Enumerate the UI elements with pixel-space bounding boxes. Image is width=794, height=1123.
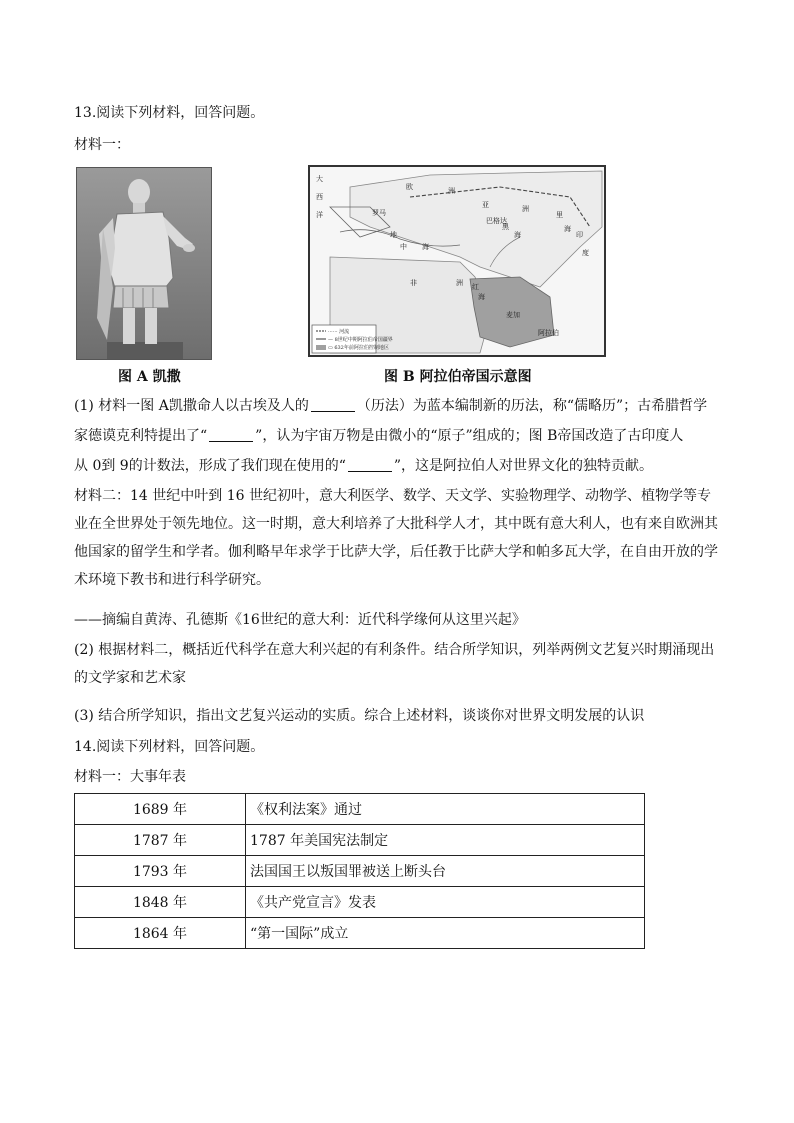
q14-material1-label: 材料一：大事年表 — [74, 769, 186, 785]
map-legend-1: ······ 河流 — [328, 329, 350, 335]
map-label: 洲 — [456, 279, 463, 287]
q13-sub3: (3) 结合所学知识，指出文艺复兴运动的实质。综合上述材料，谈谈你对世界文明发展的认识 — [74, 708, 645, 724]
sub1-text-c: 家德谟克利特提出了“ — [74, 428, 208, 444]
map-label: 非 — [410, 279, 417, 287]
table-row — [75, 887, 645, 918]
event-description: 《共产党宣言》发表 — [246, 887, 645, 918]
table-row — [75, 918, 645, 949]
map-label: 印 — [576, 231, 583, 239]
sub1-text-b: （历法）为蓝本编制新的历法，称“儒略历”；古希腊哲学 — [356, 398, 708, 414]
map-label: 巴格达 — [486, 217, 507, 225]
map-label: 欧 — [406, 183, 413, 191]
map-label: 罗马 — [372, 209, 386, 217]
event-year: 1689 年 — [75, 794, 246, 825]
q13-source: ——摘编自黄涛、孔德斯《16世纪的意大利：近代科学缘何从这里兴起》 — [74, 612, 526, 628]
map-drawing — [310, 167, 604, 355]
q13-sub1-line2 — [74, 426, 683, 446]
map-label: 海 — [478, 293, 485, 301]
sub1-text-d: ”，认为宇宙万物是由微小的“原子”组成的；图 B帝国改造了古印度人 — [255, 428, 684, 444]
event-description: “第一国际”成立 — [246, 918, 645, 949]
map-legend-3: ▭ 632年前阿拉伯控制地区 — [328, 345, 389, 351]
map-label: 洲 — [522, 205, 529, 213]
event-description: 《权利法案》通过 — [246, 794, 645, 825]
sub1-text-f: ”，这是阿拉伯人对世界文化的独特贡献。 — [393, 458, 654, 474]
sub1-text-e: 从 0到 9的计数法，形成了我们现在使用的“ — [74, 458, 346, 474]
q13-sub1-line3 — [74, 456, 653, 476]
q13-material2: 材料二：14 世纪中叶到 16 世纪初叶，意大利医学、数学、天文学、实验物理学、动物学、植物学等专业在全世界处于领先地位。这一时期，意大利培养了大批科学人才，其中既有意大利人，也有来自欧洲其他国家的留学生和学者。伽利略早年求学于比萨大学，后任教于比萨大学和帕多瓦大学，在自由开放的学术环境下教书和进行科学研究。 — [74, 488, 718, 588]
map-label: 西 — [316, 193, 323, 201]
caesar-statue-drawing — [77, 168, 211, 359]
map-label: 黑 — [502, 223, 509, 231]
map-label: 洋 — [316, 211, 323, 219]
q13-material1-label: 材料一： — [74, 137, 130, 153]
event-year: 1848 年 — [75, 887, 246, 918]
sub1-text-a: (1) 材料一图 A凯撒命人以古埃及人的 — [74, 398, 309, 414]
map-label: 阿拉伯 — [538, 329, 559, 337]
event-year: 1787 年 — [75, 825, 246, 856]
event-description: 法国国王以叛国罪被送上断头台 — [246, 856, 645, 887]
map-label: 度 — [582, 249, 589, 257]
map-legend-2: — 8世纪中期阿拉伯帝国疆界 — [328, 337, 393, 343]
answer-blank-1[interactable] — [311, 397, 355, 412]
table-row — [75, 856, 645, 887]
events-table — [74, 793, 645, 949]
map-label: 地 — [390, 231, 397, 239]
q13-sub1-line1 — [74, 396, 707, 416]
table-row — [75, 794, 645, 825]
event-year: 1864 年 — [75, 918, 246, 949]
answer-blank-3[interactable] — [348, 457, 392, 472]
map-label: 大 — [316, 175, 323, 183]
q13-sub2: (2) 根据材料二，概括近代科学在意大利兴起的有利条件。结合所学知识，列举两例文艺复兴时期涌现出的文学家和艺术家 — [74, 642, 715, 686]
map-label: 海 — [564, 225, 571, 233]
q14-title: 14.阅读下列材料，回答问题。 — [74, 739, 265, 755]
map-label: 中 — [400, 243, 407, 251]
map-label: 里 — [556, 211, 563, 219]
event-description: 1787 年美国宪法制定 — [246, 825, 645, 856]
map-label: 海 — [422, 243, 429, 251]
map-label: 洲 — [448, 187, 455, 195]
map-label: 红 — [472, 283, 479, 291]
table-row — [75, 825, 645, 856]
map-label: 海 — [514, 231, 521, 239]
figure-a-caption: 图 A 凯撒 — [118, 369, 181, 385]
event-year: 1793 年 — [75, 856, 246, 887]
q13-title: 13.阅读下列材料，回答问题。 — [74, 105, 265, 121]
caesar-statue-image — [76, 167, 212, 360]
arab-empire-map — [308, 165, 606, 357]
map-label: 亚 — [482, 201, 489, 209]
answer-blank-2[interactable] — [209, 427, 253, 442]
figure-b-caption: 图 B 阿拉伯帝国示意图 — [384, 369, 532, 385]
map-label: 麦加 — [506, 311, 520, 319]
